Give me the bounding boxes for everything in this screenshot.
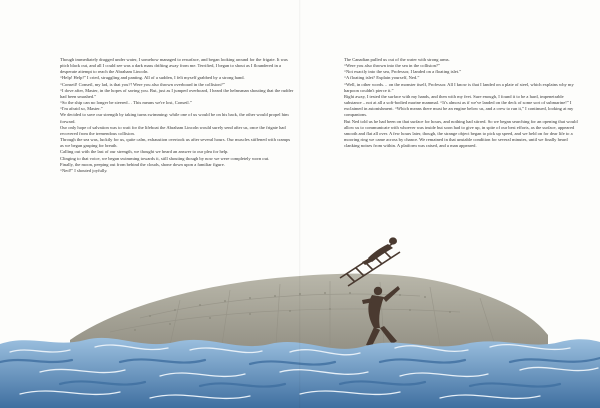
paragraph: “I'm afraid so, Master.” [60,106,103,112]
right-page-text [344,57,578,149]
paragraph: “Were you also thrown into the sea in the collision?” [344,63,440,69]
left-page-text [60,57,294,174]
paragraph: Calling out with the last of our strength, we thought we heard an answer to our plea for help. [60,149,229,155]
paragraph: The Canadian pulled us out of the water with strong arms. [344,57,450,62]
paragraph: Through the sea was, luckily for us, quite calm, exhaustion overtook us after several hours. Our muscles stiffened with cramps as we began gasping for breath. [60,137,291,149]
paragraph: Right away, I tested the surface with my hands, and then with my feet. Sure enough, I found it to be a hard, impenetrable substance – not at all a soft-bodied marine mammal. “It's almost as if we've landed on the deck of some sort of submarine!” I exclaimed in astonishment. “Which means there must be an engine below us, and a crew to run it,” I continued, looking at my companions. [344,93,574,118]
paragraph: Though immediately dragged under water, I somehow managed to resurface, and began looking around for the frigate. It was pitch black out, and all I could see was a dark mass drifting away from me. Terrified, I began to shout as I floundered in a desperate attempt to reach the Abraham Lincoln. [60,57,288,75]
paragraph: “So the ship can no longer be steered… This means we're lost, Conseil.” [60,100,192,106]
paragraph: “I dove after, Master, in the hopes of saving you. But, just as I jumped overboard, I heard the helmsman shouting that the rudder had been smashed.” [60,87,294,99]
paragraph: Clinging to that voice, we began swimming towards it, still shouting though by now we were completely worn out. [60,155,270,161]
paragraph: We decided to save our strength by taking turns swimming: while one of us would be on his back, the other would propel him forward. [60,112,289,124]
paragraph: “Well, in other words… on the monster itself, Professor. All I know is that I landed on a plate of steel, which explains why my harpoon couldn't pierce it.” [344,81,574,93]
paragraph: “Help! Help!” I cried, struggling and panting. All of a sudden, I felt myself grabbed by a strong hand. [60,75,245,81]
paragraph: Finally, the moon, peeping out from behind the clouds, shone down upon a familiar figure. [60,161,225,167]
paragraph: “A floating islet? Explain yourself, Ned.” [344,75,420,81]
paragraph: But Ned told us he had been on that surface for hours, and nothing had stirred. So we began searching for an opening that would allow us to communicate with whoever was inside but soon had to give up, in spite of our best efforts, as the surface, appeared smooth and flat all over. A few hours later, though, the strange object began to pick up speed, and we held on for dear life to a mooring ring we came across by chance. We remained in that unstable condition for several minutes, until we finally heard clanking noises from within. A platform was raised, and a man appeared. [344,118,578,149]
paragraph: Our only hope of salvation was to wait for the lifeboat the Abraham Lincoln would surely send after us, once the frigate had recovered from the tremendous collision. [60,124,286,136]
paragraph: “Ned!” I shouted joyfully. [60,167,108,173]
paragraph: “Conseil! Conseil, my lad, is that you?! Were you also thrown overboard in the collision?” [60,81,225,87]
page-gutter [299,0,301,408]
paragraph: “Not exactly into the sea, Professor, I landed on a floating islet.” [344,69,462,75]
